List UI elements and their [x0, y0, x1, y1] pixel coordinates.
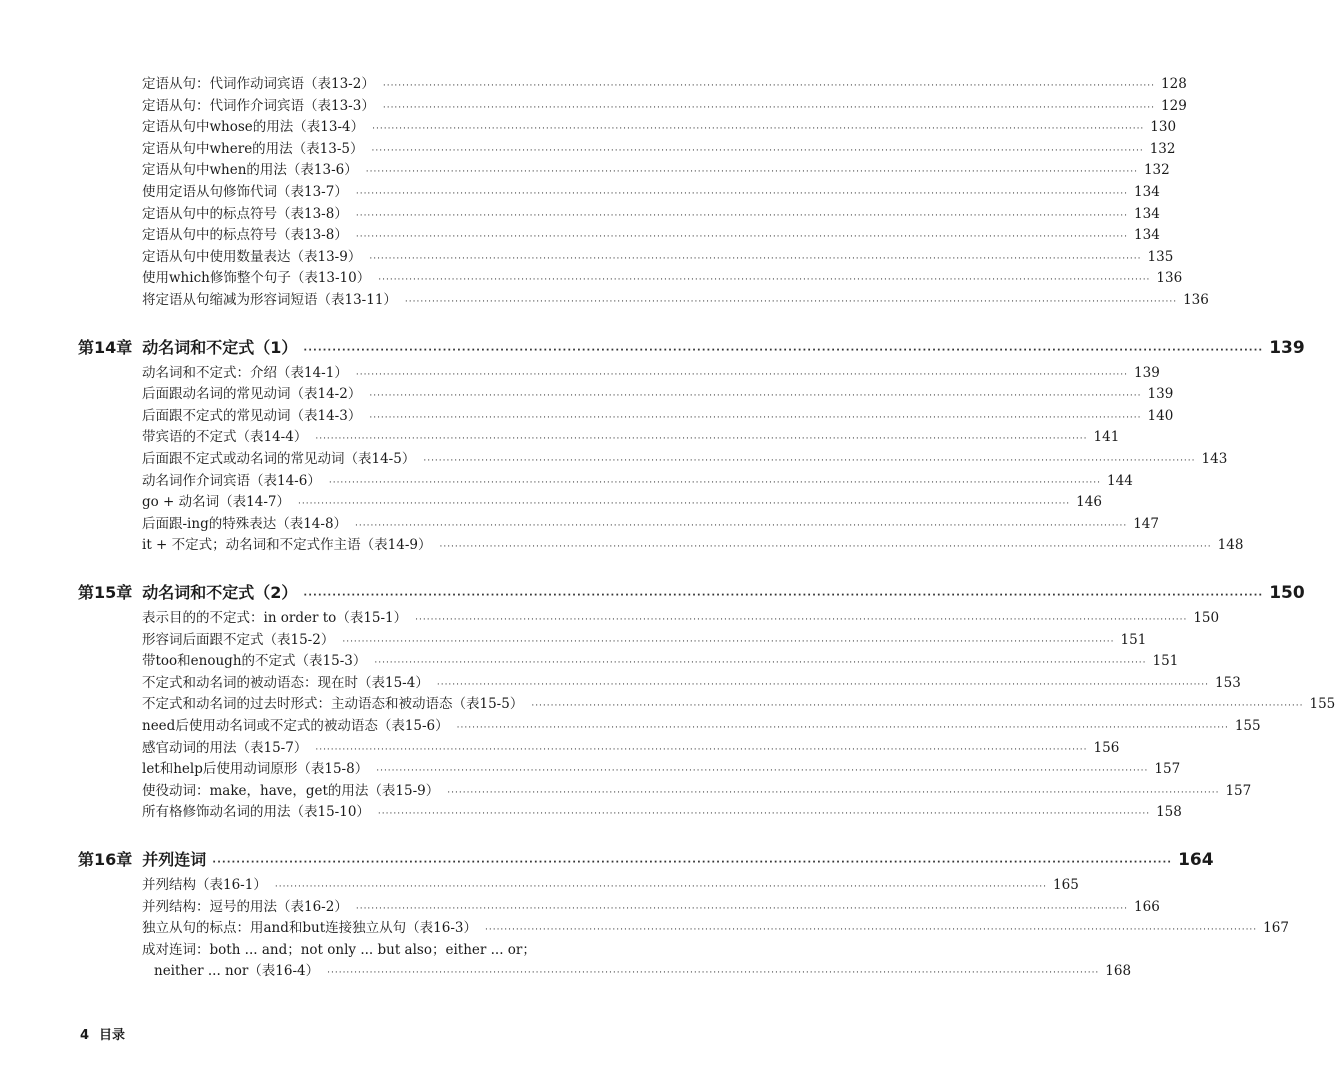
- toc-entry-page: 136: [1156, 270, 1183, 287]
- dot-leader: ········································································································································································································: [372, 124, 1145, 135]
- toc-entry-title: 定语从句中where的用法（表13-5）: [142, 140, 364, 157]
- toc-entry[interactable]: [142, 117, 1177, 137]
- toc-entry-title: 后面跟动名词的常见动词（表14-2）: [142, 386, 362, 403]
- toc-entry[interactable]: [142, 449, 1228, 469]
- toc-entry-title: 形容词后面跟不定式（表15-2）: [142, 631, 335, 648]
- toc-entry-page: 150: [1193, 610, 1220, 626]
- toc-entry[interactable]: [142, 651, 1179, 671]
- dot-leader: ········································································································································································································: [274, 882, 1048, 892]
- toc-entry-title: 动名词作介词宾语（表14-6）: [142, 472, 321, 489]
- chapter-title: 动名词和不定式（1）: [142, 337, 298, 357]
- toc-entry[interactable]: [142, 204, 1160, 224]
- dot-leader: ········································································································································································································: [423, 456, 1196, 466]
- dot-leader: ········································································································································································································: [355, 520, 1128, 531]
- toc-entry-page: 155: [1234, 718, 1261, 734]
- toc-entry-title: 带宾语的不定式（表14-4）: [142, 429, 308, 446]
- toc-entry-page: 168: [1105, 963, 1132, 980]
- dot-leader: ········································································································································································································: [382, 102, 1156, 113]
- dot-leader: ········································································································································································································: [303, 590, 1264, 601]
- dot-leader: ········································································································································································································: [531, 701, 1304, 712]
- toc-entry-title: 使用定语从句修饰代词（表13-7）: [142, 184, 348, 200]
- dot-leader: ········································································································································································································: [377, 809, 1151, 820]
- toc-entry-title: let和help后使用动词原形（表15-8）: [142, 761, 369, 778]
- toc-entry-page: 139: [1134, 364, 1160, 381]
- toc-entry[interactable]: [142, 716, 1261, 736]
- chapter-page: 164: [1178, 850, 1214, 870]
- chapter-label: [78, 580, 297, 606]
- dot-leader: ········································································································································································································: [371, 145, 1144, 156]
- toc-entry-page: 132: [1149, 140, 1176, 157]
- toc-entry[interactable]: [142, 427, 1120, 447]
- dot-leader: ········································································································································································································: [355, 232, 1129, 243]
- toc-entry-page: 130: [1150, 119, 1177, 136]
- toc-entry-title: 所有格修饰动名词的用法（表15-10）: [142, 804, 370, 821]
- dot-leader: ········································································································································································································: [484, 925, 1258, 936]
- toc-entry-title: 表示目的的不定式：in order to（表15-1）: [142, 610, 408, 626]
- toc-entry-title: 成对连词：both ... and；not only ... but also；either ... or；: [142, 941, 536, 958]
- toc-entry-page: 155: [1309, 696, 1335, 713]
- chapter-title: 动名词和不定式（2）: [142, 583, 298, 602]
- toc-entry[interactable]: [142, 897, 1160, 917]
- dot-leader: ········································································································································································································: [342, 636, 1115, 647]
- toc-entry[interactable]: [142, 630, 1147, 650]
- dot-leader: ········································································································································································································: [376, 766, 1149, 777]
- toc-entry[interactable]: [142, 247, 1174, 267]
- dot-leader: ········································································································································································································: [436, 679, 1210, 690]
- toc-entry-title: 将定语从句缩减为形容词短语（表13-11）: [142, 292, 397, 308]
- dot-leader: ········································································································································································································: [456, 723, 1229, 733]
- dot-leader: ········································································································································································································: [447, 787, 1220, 798]
- toc-entry[interactable]: [142, 363, 1160, 383]
- toc-entry[interactable]: [142, 514, 1159, 534]
- dot-leader: ········································································································································································································: [374, 658, 1147, 669]
- dot-leader: ········································································································································································································: [378, 275, 1151, 286]
- toc-entry-page: 151: [1152, 653, 1179, 670]
- toc-entry-title: 不定式和动名词的被动语态：现在时（表15-4）: [142, 674, 429, 691]
- toc-entry-title: 不定式和动名词的过去时形式：主动语态和被动语态（表15-5）: [142, 696, 524, 713]
- toc-entry-page: 141: [1093, 429, 1120, 446]
- toc-entry[interactable]: [142, 492, 1102, 512]
- toc-entry-page: 167: [1263, 920, 1289, 937]
- toc-entry-title: 使用which修饰整个句子（表13-10）: [142, 270, 371, 287]
- toc-entry-page: 157: [1154, 761, 1181, 778]
- dot-leader: ········································································································································································································: [355, 369, 1129, 380]
- dot-leader: ········································································································································································································: [369, 391, 1142, 402]
- dot-leader: ········································································································································································································: [298, 499, 1071, 510]
- toc-entry[interactable]: [142, 160, 1170, 180]
- toc-entry[interactable]: [142, 96, 1187, 116]
- dot-leader: ········································································································································································································: [404, 297, 1178, 307]
- toc-entry-page: 128: [1161, 76, 1187, 92]
- toc-entry-page: 132: [1143, 162, 1170, 179]
- chapter-title: 并列连词: [142, 850, 207, 869]
- toc-entry-title: 后面跟不定式或动名词的常见动词（表14-5）: [142, 451, 416, 467]
- toc-entry-page: 134: [1134, 184, 1160, 200]
- toc-entry-page: 134: [1134, 227, 1160, 244]
- dot-leader: ········································································································································································································: [369, 253, 1142, 264]
- toc-entry-page: 166: [1134, 898, 1160, 915]
- toc-entry-title: it + 不定式；动名词和不定式作主语（表14-9）: [142, 537, 432, 554]
- toc-entry-page: 146: [1076, 494, 1102, 511]
- dot-leader: ········································································································································································································: [369, 412, 1142, 423]
- toc-entry-page: 139: [1147, 386, 1174, 403]
- toc-entry[interactable]: [142, 875, 1079, 895]
- toc-entry-title: go + 动名词（表14-7）: [142, 494, 290, 511]
- chapter-page: 150: [1269, 583, 1305, 603]
- toc-entry-title: 动名词和不定式：介绍（表14-1）: [142, 364, 348, 381]
- toc-entry[interactable]: [142, 802, 1182, 822]
- toc-entry-title: need后使用动名词或不定式的被动语态（表15-6）: [142, 718, 449, 734]
- toc-entry-page: 135: [1147, 248, 1174, 265]
- toc-entry-title: 使役动词：make，have，get的用法（表15-9）: [142, 782, 440, 799]
- toc-entry[interactable]: [142, 694, 1335, 714]
- dot-leader: ········································································································································································································: [382, 81, 1156, 91]
- dot-leader: ········································································································································································································: [212, 857, 1173, 868]
- dot-leader: ········································································································································································································: [315, 434, 1088, 445]
- chapter-number: 第14章: [78, 337, 133, 357]
- dot-leader: ········································································································································································································: [355, 903, 1129, 914]
- toc-entry-page: 148: [1217, 537, 1244, 554]
- toc-entry-page: 136: [1183, 292, 1209, 308]
- footer-page-number: 4: [80, 1028, 90, 1043]
- chapter-number: 第16章: [78, 850, 133, 869]
- toc-entry-title: 后面跟-ing的特殊表达（表14-8）: [142, 515, 348, 532]
- toc-entry[interactable]: [142, 139, 1176, 159]
- chapter-heading[interactable]: [78, 580, 1305, 606]
- toc-entry[interactable]: [142, 406, 1174, 426]
- toc-entry[interactable]: [142, 673, 1241, 693]
- toc-entry-page: 158: [1156, 804, 1182, 821]
- toc-entry-page: 147: [1133, 515, 1159, 532]
- toc-entry-title: 定语从句中whose的用法（表13-4）: [142, 119, 365, 136]
- toc-entry-continuation: neither ... nor（表16-4）: [154, 963, 320, 980]
- toc-entry[interactable]: [142, 608, 1220, 628]
- toc-entry[interactable]: [142, 738, 1120, 758]
- chapter-number: 第15章: [78, 583, 133, 602]
- toc-entry-page: 151: [1120, 631, 1147, 648]
- toc-entry[interactable]: [142, 918, 1289, 938]
- toc-entry-title: 并列结构：逗号的用法（表16-2）: [142, 898, 348, 915]
- toc-entry-title: 定语从句：代词作介词宾语（表13-3）: [142, 97, 375, 114]
- dot-leader: ········································································································································································································: [315, 744, 1088, 755]
- toc-entry-title: 感官动词的用法（表15-7）: [142, 739, 308, 756]
- toc-entry[interactable]: [142, 471, 1133, 491]
- dot-leader: ········································································································································································································: [328, 477, 1102, 488]
- toc-entry-title: 定语从句中的标点符号（表13-8）: [142, 227, 348, 244]
- toc-entry[interactable]: [154, 961, 1132, 981]
- toc-entry-title: 定语从句中的标点符号（表13-8）: [142, 205, 348, 222]
- dot-leader: ········································································································································································································: [303, 344, 1264, 356]
- toc-entry[interactable]: [142, 225, 1160, 245]
- toc-entry-page: 153: [1215, 674, 1241, 691]
- chapter-heading[interactable]: [78, 335, 1305, 361]
- toc-entry-page: 157: [1225, 782, 1252, 799]
- dot-leader: ········································································································································································································: [327, 968, 1100, 979]
- toc-entry[interactable]: [142, 268, 1183, 288]
- toc-entry-page: 140: [1147, 407, 1174, 424]
- toc-entry-page: 165: [1053, 877, 1079, 893]
- toc-entry-title: 定语从句：代词作动词宾语（表13-2）: [142, 76, 375, 92]
- toc-entry-title: 带too和enough的不定式（表15-3）: [142, 653, 367, 670]
- page-footer: [80, 1024, 125, 1043]
- toc-entry[interactable]: [142, 781, 1252, 801]
- dot-leader: ········································································································································································································: [439, 542, 1212, 553]
- toc-entry[interactable]: [142, 182, 1160, 202]
- dot-leader: ········································································································································································································: [365, 167, 1138, 178]
- toc-entry-title: 定语从句中使用数量表达（表13-9）: [142, 248, 362, 265]
- toc-entry-page: 144: [1107, 472, 1133, 489]
- chapter-heading[interactable]: [78, 847, 1214, 873]
- toc-entry-page: 156: [1093, 739, 1120, 756]
- toc-entry-page: 143: [1201, 451, 1228, 467]
- dot-leader: ········································································································································································································: [355, 210, 1129, 221]
- chapter-label: [78, 335, 297, 361]
- toc-entry-title: 独立从句的标点：用and和but连接独立从句（表16-3）: [142, 920, 477, 937]
- toc-entry-title: 并列结构（表16-1）: [142, 877, 267, 893]
- toc-entry[interactable]: [142, 384, 1174, 404]
- toc-entry[interactable]: [142, 290, 1209, 310]
- dot-leader: ········································································································································································································: [355, 189, 1129, 199]
- chapter-label: [78, 847, 206, 873]
- toc-entry[interactable]: [142, 74, 1187, 94]
- toc-entry-page: 129: [1161, 97, 1187, 114]
- footer-label: 目录: [99, 1028, 126, 1043]
- chapter-page: 139: [1269, 337, 1305, 358]
- toc-entry-title: 后面跟不定式的常见动词（表14-3）: [142, 407, 362, 424]
- toc-entry-title: 定语从句中when的用法（表13-6）: [142, 162, 358, 179]
- toc-entry[interactable]: [142, 535, 1244, 555]
- toc-entry-page: 134: [1134, 205, 1160, 222]
- dot-leader: ········································································································································································································: [415, 615, 1188, 625]
- toc-entry[interactable]: [142, 759, 1181, 779]
